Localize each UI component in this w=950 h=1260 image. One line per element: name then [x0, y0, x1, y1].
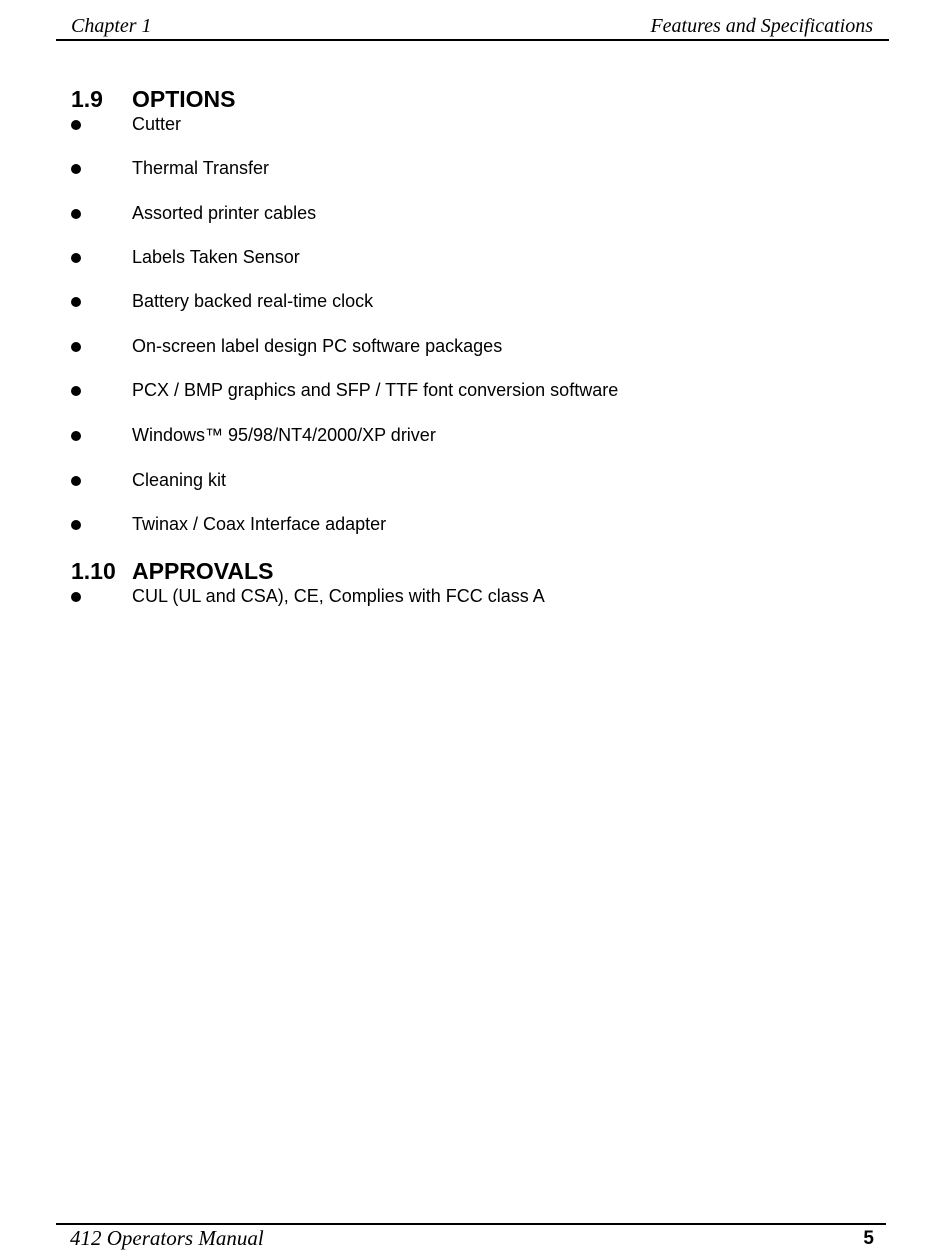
- section-number: 1.10: [71, 558, 116, 584]
- list-item-text: Cleaning kit: [132, 470, 227, 490]
- list-item-text: Thermal Transfer: [132, 158, 270, 178]
- page-number: 5: [863, 1228, 874, 1249]
- section-heading-options: [71, 86, 236, 113]
- list-item-text: Labels Taken Sensor: [132, 247, 300, 267]
- bullet-icon: [71, 342, 81, 352]
- list-item-text: PCX / BMP graphics and SFP / TTF font conversion software: [132, 380, 619, 400]
- section-number: 1.9: [71, 86, 103, 112]
- section-heading-approvals: [71, 558, 273, 585]
- list-item-text: On-screen label design PC software packages: [132, 336, 503, 356]
- section-title: OPTIONS: [132, 86, 236, 112]
- bullet-icon: [71, 520, 81, 530]
- bullet-icon: [71, 592, 81, 602]
- header-title: Features and Specifications: [650, 15, 873, 37]
- bullet-icon: [71, 476, 81, 486]
- page-header: [56, 12, 889, 41]
- list-item-text: Cutter: [132, 114, 182, 134]
- bullet-icon: [71, 386, 81, 396]
- list-item-text: Battery backed real-time clock: [132, 291, 374, 311]
- list-item-text: Twinax / Coax Interface adapter: [132, 514, 387, 534]
- page-footer: [56, 1223, 886, 1255]
- bullet-icon: [71, 431, 81, 441]
- bullet-icon: [71, 164, 81, 174]
- bullet-icon: [71, 253, 81, 263]
- header-chapter: Chapter 1: [71, 15, 152, 37]
- bullet-icon: [71, 209, 81, 219]
- section-title: APPROVALS: [132, 558, 274, 584]
- bullet-icon: [71, 120, 81, 130]
- list-item-text: CUL (UL and CSA), CE, Complies with FCC class A: [132, 586, 545, 606]
- footer-manual-title: 412 Operators Manual: [70, 1226, 264, 1250]
- list-item-text: Windows™ 95/98/NT4/2000/XP driver: [132, 425, 436, 445]
- list-item-text: Assorted printer cables: [132, 203, 317, 223]
- bullet-icon: [71, 297, 81, 307]
